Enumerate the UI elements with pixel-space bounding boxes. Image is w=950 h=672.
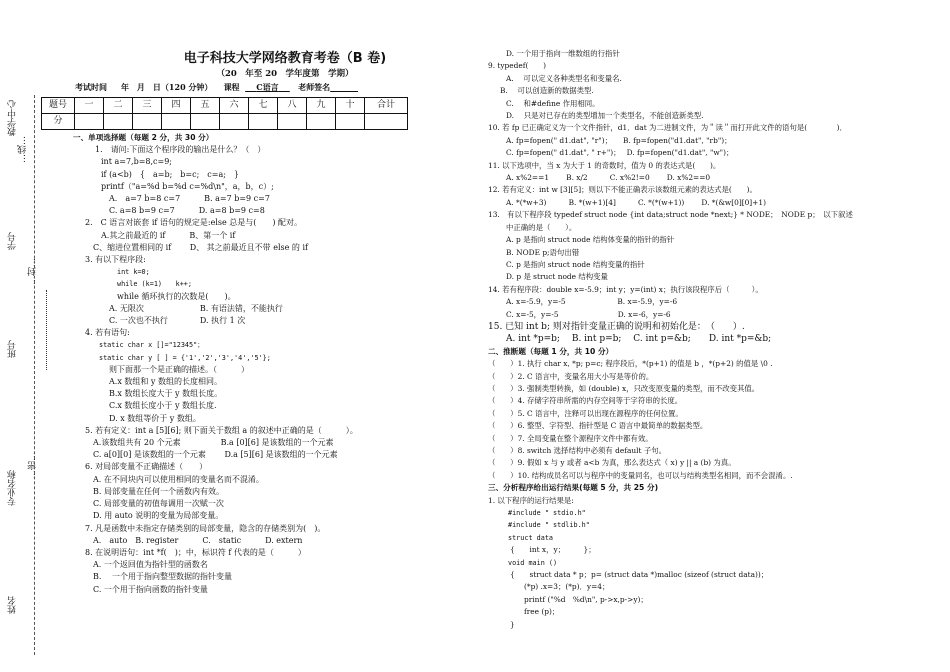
question-line: A. auto B. register C. static D. extern bbox=[93, 535, 303, 545]
question-line: 9. typedef( ) bbox=[488, 61, 547, 71]
section-heading: 三、分析程序给出运行结果(每题 5 分，共 25 分) bbox=[488, 483, 659, 493]
question-line: C. 一个用于指向函数的指针变量 bbox=[93, 584, 208, 594]
question-line: while 循环执行的次数是( )。 bbox=[117, 291, 236, 301]
score-cell[interactable] bbox=[162, 114, 191, 130]
question-line: 7. 凡是函数中未指定存储类别的局部变量，隐含的存储类别为( )。 bbox=[85, 523, 326, 533]
sidebar-label-student-id: 学号 bbox=[8, 232, 18, 250]
score-col-10: 十 bbox=[336, 98, 365, 114]
score-cell[interactable] bbox=[307, 114, 336, 130]
question-line: #include " stdio.h" bbox=[508, 509, 586, 518]
question-line: 2. C 语言对嵌套 if 语句的规定是:else 总是与( ) 配对。 bbox=[85, 218, 303, 228]
question-line: if (a<b) { a=b; b=c; c=a; } bbox=[101, 169, 240, 179]
left-column bbox=[48, 50, 475, 596]
question-line: { int x，y； }； bbox=[510, 545, 596, 555]
question-line: printf ("%d %d\n", p->x,p->y)； bbox=[524, 594, 648, 604]
question-line: A. x=-5.9，y=-5 B. x=-5.9，y=-6 bbox=[506, 297, 678, 307]
score-cell[interactable] bbox=[220, 114, 249, 130]
course-label: 课程 bbox=[223, 82, 240, 92]
exam-subtitle: （20 年至 20 学年度第 学期） bbox=[216, 69, 354, 79]
question-line: D. 一个用于指向一维数组的行指针 bbox=[506, 49, 620, 58]
question-line: } bbox=[510, 619, 515, 629]
sidebar-label-name: 姓名 bbox=[8, 596, 18, 614]
question-line: C、缩进位置相同的 if D、 其之前最近且不带 else 的 if bbox=[93, 242, 308, 252]
score-cell[interactable] bbox=[365, 114, 408, 130]
question-line: （ ）5. C 语言中，注释可以出现在源程序的任何位置。 bbox=[488, 408, 683, 418]
question-line: （ ）2. C 语言中，变量名用大小写是等价的。 bbox=[488, 371, 654, 381]
question-line: 5. 若有定义：int a [5][6]; 则下面关于数组 a 的叙述中正确的是（ ）。 bbox=[85, 425, 358, 435]
score-col-7: 七 bbox=[249, 98, 278, 114]
question-line: C. x=-5，y=-5 D. x=-6，y=-6 bbox=[506, 309, 671, 319]
question-line: （ ）7. 全局变量在整个源程序文件中都有效。 bbox=[488, 433, 653, 443]
question-line: A． a=7 b=8 c=7 B. a=7 b=9 c=7 bbox=[109, 194, 270, 204]
seal-mark-line: …线… bbox=[18, 136, 28, 163]
score-col-9: 九 bbox=[307, 98, 336, 114]
question-line: { struct data * p；p= (struct data *)malloc (sizeof (struct data))； bbox=[510, 570, 769, 580]
question-line: C. p 是指向 struct node 结构变量的指针 bbox=[506, 259, 645, 269]
question-line: 中正确的是（ ）。 bbox=[506, 222, 577, 232]
question-line: C. 一次也不执行 D. 执行 1 次 bbox=[109, 316, 246, 326]
question-line: （ ）1. 执行 char x, *p; p=c; 程序段后，*(p+1) 的值是 b ，*(p+2) 的值是 \0 . bbox=[488, 359, 773, 369]
question-line: while (k=1) k++; bbox=[117, 280, 192, 289]
score-col-8: 八 bbox=[278, 98, 307, 114]
score-cell[interactable] bbox=[104, 114, 133, 130]
dotted-divider bbox=[46, 290, 47, 370]
question-line: struct data bbox=[508, 533, 554, 542]
question-line: C.x 数组长度小于 y 数组长度. bbox=[109, 401, 217, 411]
question-line: 1. 以下程序的运行结果是: bbox=[488, 495, 574, 505]
score-col-1: 一 bbox=[75, 98, 104, 114]
question-line: （ ）3. 强制类型转换，如 (double) x，只改变原变量的类型，而不改变其值。 bbox=[488, 383, 760, 393]
question-line: A. *(*w+3) B. *(w+1)[4] C. *(*(w+1)) D. *(&w[0][0]+1) bbox=[506, 197, 766, 207]
score-cell[interactable] bbox=[191, 114, 220, 130]
question-line: B.x 数组长度大于 y 数组长度。 bbox=[109, 389, 223, 399]
question-line: A. p 是指向 struct node 结构体变量的指针的指针 bbox=[506, 235, 675, 245]
question-line: （ ）6. 整型、字符型、指针型是 C 语言中最简单的数据类型。 bbox=[488, 421, 708, 431]
question-line: D. 只是对已存在的类型增加一个类型名，不能创造新类型. bbox=[506, 111, 704, 121]
course-value: C语言 bbox=[256, 82, 279, 92]
exam-info bbox=[75, 81, 475, 94]
cut-line bbox=[34, 95, 35, 655]
right-column bbox=[488, 48, 943, 631]
question-line: A.该数组共有 20 个元素 B.a [0][6] 是该数组的一个元素 bbox=[93, 438, 334, 448]
question-line: A.其之前最近的 if B、第一个 if bbox=[101, 230, 236, 240]
question-line: 8. 在说明语句：int *f( )；中，标识符 f 代表的是（ ） bbox=[85, 547, 306, 557]
question-line: 则下面那一个是正确的描述。（ ） bbox=[109, 364, 249, 374]
question-line: A. int *p=b; B. int p=b; C. int p=&b; D. int *p=&b; bbox=[506, 334, 772, 345]
question-line: C. fp=fopen(" d1.dat", " r+")； D. fp=fopen("d1.dat", "w")； bbox=[506, 148, 734, 158]
score-table bbox=[41, 97, 408, 130]
question-line: B. 一个用于指向整型数据的指针变量 bbox=[93, 572, 232, 582]
score-col-total: 合计 bbox=[365, 98, 408, 114]
score-cell[interactable] bbox=[336, 114, 365, 130]
question-line: 13. 有以下程序段 typedef struct node {int data;struct node *next;} * NODE； NODE p； 以下叙述 bbox=[488, 210, 853, 220]
question-line: free (p)； bbox=[524, 607, 560, 617]
question-line: 14. 若有程序段：double x=-5.9；int y；y=(int) x；执行该段程序后（ ）。 bbox=[488, 284, 763, 294]
exam-title: 电子科技大学网络教育考卷（B 卷) bbox=[183, 51, 387, 66]
score-col-2: 二 bbox=[104, 98, 133, 114]
question-line: 12. 若有定义：int w [3][5]；则以下不能正确表示该数组元素的表达式是( )。 bbox=[488, 185, 757, 195]
question-line: static char x []="12345"； bbox=[99, 341, 205, 350]
question-line: int a=7,b=8,c=9; bbox=[101, 157, 172, 167]
question-line: void main () bbox=[508, 558, 558, 567]
score-cell[interactable] bbox=[249, 114, 278, 130]
score-cell[interactable] bbox=[278, 114, 307, 130]
question-line: D. x 数组等价于 y 数组。 bbox=[109, 413, 201, 423]
question-line: （ ）8. switch 选择结构中必须有 default 子句。 bbox=[488, 446, 667, 455]
score-table-header-row bbox=[42, 98, 408, 114]
right-questions bbox=[488, 48, 943, 631]
section-heading: 一、单项选择题（每题 2 分，共 30 分） bbox=[73, 133, 214, 142]
score-row2-label: 分 bbox=[42, 114, 75, 130]
question-line: （ ）4. 存储字符串所需的内存空间等于字符串的长度。 bbox=[488, 396, 683, 406]
question-line: 4. 若有语句: bbox=[85, 328, 130, 338]
question-line: （ ）10. 结构成员名可以与程序中的变量同名，也可以与结构类型名相同，而不会混淆。. bbox=[488, 470, 793, 480]
score-cell[interactable] bbox=[75, 114, 104, 130]
section-heading: 二、推断题（每题 1 分，共 10 分） bbox=[488, 346, 614, 356]
score-table-score-row bbox=[42, 114, 408, 130]
score-col-5: 五 bbox=[191, 98, 220, 114]
question-line: B. NODE p;语句出错 bbox=[506, 247, 580, 257]
score-cell[interactable] bbox=[133, 114, 162, 130]
sidebar-label-major: 专业名称 bbox=[8, 470, 18, 506]
score-col-4: 四 bbox=[162, 98, 191, 114]
question-line: C. 和#define 作用相同。 bbox=[506, 98, 600, 108]
question-line: A. fp=fopen(" d1.dat", "r")； B. fp=fopen("d1.dat", "rb")； bbox=[506, 135, 732, 145]
question-line: int k=0; bbox=[117, 268, 150, 277]
question-line: 3. 有以下程序段: bbox=[85, 255, 146, 265]
question-line: C. 局部变量的初值每调用一次赋一次 bbox=[93, 499, 224, 509]
sidebar-label-class: 班号 bbox=[8, 340, 18, 358]
score-col-6: 六 bbox=[220, 98, 249, 114]
question-line: C. a[0][0] 是该数组的一个元素 D.a [5][6] 是该数组的一个元素 bbox=[93, 450, 338, 460]
question-line: A. 一个返回值为指针型的函数名 bbox=[93, 560, 208, 570]
left-questions bbox=[55, 132, 475, 596]
question-line: A. 无限次 B. 有语法错，不能执行 bbox=[109, 303, 283, 313]
question-line: 6. 对局部变量不正确描述（ ） bbox=[85, 462, 208, 472]
question-line: printf（"a=%d b=%d c=%d\n"，a，b，c）; bbox=[101, 181, 274, 191]
time-label: 考试时间 bbox=[75, 82, 107, 92]
question-line: 15. 已知 int b; 则对指针变量正确的说明和初始化是： （ ）. bbox=[488, 321, 745, 332]
question-line: 1. 请问:下面这个程序段的输出是什么？（ ） bbox=[95, 145, 266, 155]
question-line: B. 局部变量在任何一个函数内有效。 bbox=[93, 486, 224, 496]
question-line: 10. 若 fp 已正确定义为一个文件指针，d1．dat 为二进制文件，为＂读＂而打开此文件的语句是( )． bbox=[488, 123, 847, 133]
sidebar-label-center: 教学中心 bbox=[8, 100, 18, 136]
question-line: A.x 数组和 y 数组的长度相同。 bbox=[109, 377, 222, 387]
question-line: D. p 是 struct node 结构变量 bbox=[506, 272, 608, 282]
question-line: (*p) .x=3；(*p)．y=4； bbox=[524, 582, 610, 592]
question-line: D. 用 auto 说明的变量为局部变量。 bbox=[93, 511, 224, 521]
question-line: static char y [ ] = {'1','2','3','4','5'}; bbox=[99, 353, 271, 362]
question-line: A. 在不同块内可以使用相同的变量名而不混淆。 bbox=[93, 474, 264, 484]
teacher-label: 老师签名 bbox=[298, 82, 331, 92]
question-line: A. 可以定义各种类型名和变量名. bbox=[506, 73, 622, 83]
question-line: 11. 以下选项中，当 x 为大于 1 的奇数时，值为 0 的表达式是( )。 bbox=[488, 160, 721, 170]
score-col-3: 三 bbox=[133, 98, 162, 114]
question-line: #include " stdlib.h" bbox=[508, 521, 590, 530]
question-line: （ ）9. 假如 x 与 y 或者 a<b 为真，那么表达式（ x) y || a (b) 为真。 bbox=[488, 458, 736, 468]
seal-mark-secret: …密… bbox=[28, 452, 38, 479]
seal-mark-seal: …封… bbox=[28, 258, 38, 285]
question-line: C. a=8 b=9 c=7 D. a=8 b=9 c=8 bbox=[109, 206, 265, 216]
question-line: A. x%2==1 B. x/2 C. x%2!=0 D. x%2==0 bbox=[506, 173, 711, 183]
question-line: B. 可以创造新的数据类型. bbox=[500, 86, 594, 96]
time-value: 年 月 日（120 分钟） bbox=[120, 82, 213, 92]
score-row-label: 题号 bbox=[42, 98, 75, 114]
